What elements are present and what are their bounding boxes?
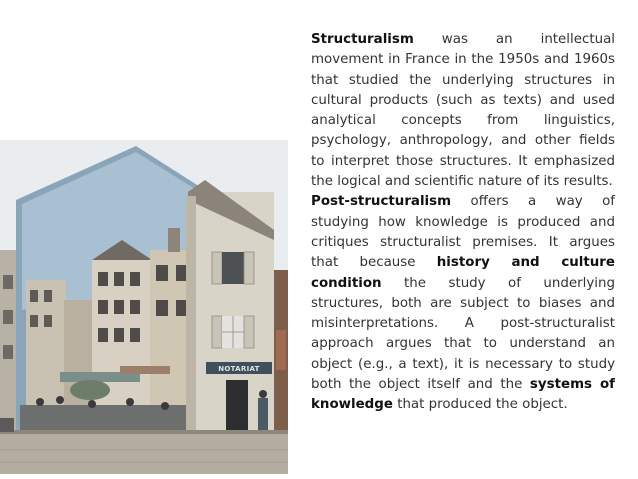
building-mural-photo <box>0 140 288 474</box>
notariat-sign-text: NOTARIAT <box>218 365 260 373</box>
post-structuralism-paragraph <box>311 192 615 415</box>
emphasis-systems-of-knowledge: systems of knowledge <box>311 377 616 413</box>
post-structuralism-text-b: the study of underlying structures, both are subject to biases and misinterpretations. A post-structuralist approach argues that to understand an object (e.g., a text), it is necessary to study both the object itself and the <box>311 275 615 393</box>
mural-illustration <box>0 140 288 474</box>
term-structuralism: Structuralism <box>311 32 414 47</box>
structuralism-definition: was an intellectual movement in France in the 1950s and 1960s that studied the underlying structures in cultural products (such as texts) and used analytical concepts from linguistics, psychology, anthropology, and other fields to interpret those structures. It emphasized the logical and scientific nature of its results. <box>311 32 615 190</box>
body-text <box>311 30 615 416</box>
emphasis-history-culture: history and culture condition <box>311 255 615 291</box>
structuralism-paragraph <box>311 30 615 192</box>
post-structuralism-text-c: that produced the object. <box>392 397 568 413</box>
term-post-structuralism: Post-structuralism <box>311 194 452 210</box>
post-structuralism-text-a: offers a way of studying how knowledge is produced and critiques structuralist premises. It argues that because <box>311 194 615 271</box>
